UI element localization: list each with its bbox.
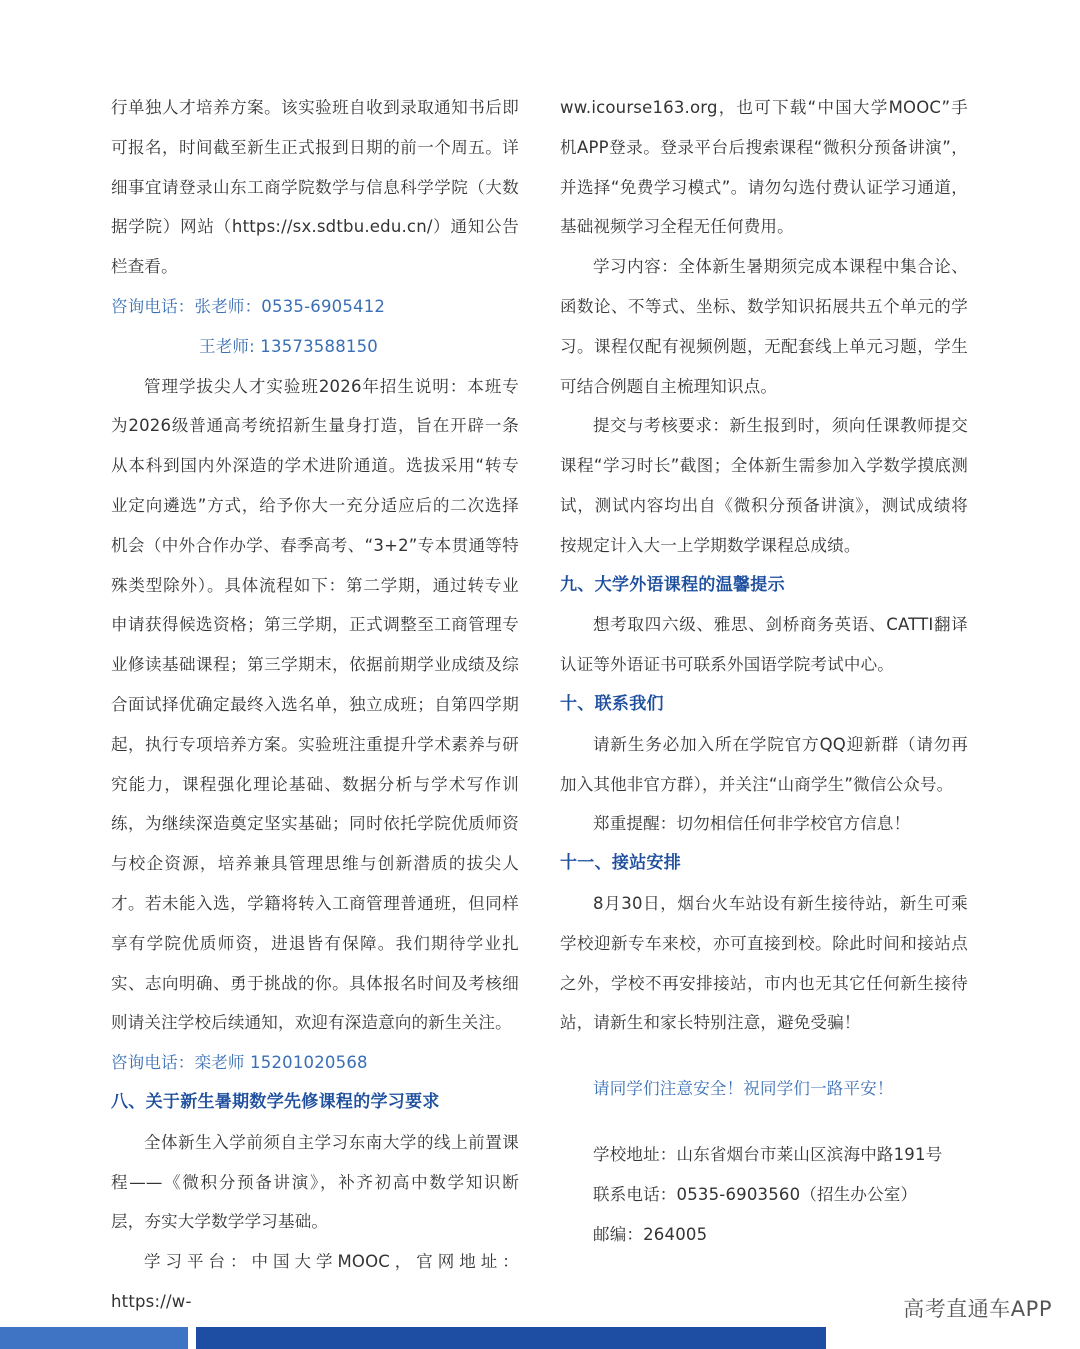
section-heading: 九、大学外语课程的温馨提示 bbox=[560, 574, 785, 595]
watermark-text: 高考直通车APP bbox=[903, 1297, 1052, 1321]
spacer bbox=[560, 1043, 968, 1069]
paragraph: 学校地址：山东省烟台市莱山区滨海中路191号 bbox=[593, 1144, 943, 1164]
contact-line: 王老师: 13573588150 bbox=[199, 336, 378, 356]
section-heading: 十一、接站安排 bbox=[560, 853, 682, 874]
paragraph: 想考取四六级、雅思、剑桥商务英语、CATTI翻译认证等外语证书可联系外国语学院考试中心。 bbox=[560, 615, 968, 675]
paragraph: 学习平台：中国大学MOOC，官网地址：https://w- bbox=[111, 1252, 519, 1311]
paragraph: 联系电话：0535-6903560（招生办公室） bbox=[593, 1184, 918, 1204]
footer-bar-left bbox=[0, 1327, 188, 1349]
paragraph: 邮编：264005 bbox=[593, 1224, 708, 1244]
right-column bbox=[560, 88, 968, 1254]
contact-line: 咨询电话：张老师：0535-6905412 bbox=[111, 296, 386, 316]
section-heading: 十、联系我们 bbox=[560, 693, 664, 714]
paragraph: 郑重提醒：切勿相信任何非学校官方信息！ bbox=[593, 814, 911, 834]
section-heading: 八、关于新生暑期数学先修课程的学习要求 bbox=[111, 1091, 440, 1112]
footer-bar-right bbox=[196, 1327, 826, 1349]
paragraph: 全体新生入学前须自主学习东南大学的线上前置课程——《微积分预备讲演》，补齐初高中数学知识断层，夯实大学数学学习基础。 bbox=[111, 1132, 519, 1232]
spacer bbox=[560, 1109, 968, 1135]
paragraph: 8月30日，烟台火车站设有新生接待站，新生可乘学校迎新专车来校，亦可直接到校。除此时间和接站点之外，学校不再安排接站，市内也无其它任何新生接待站，请新生和家长特别注意，避免受骗！ bbox=[560, 893, 968, 1033]
left-column bbox=[111, 88, 519, 1322]
contact-line: 咨询电话：栾老师 15201020568 bbox=[111, 1053, 368, 1073]
paragraph: 提交与考核要求：新生报到时，须向任课教师提交课程“学习时长”截图；全体新生需参加入学数学摸底测试，测试内容均出自《微积分预备讲演》，测试成绩将按规定计入大一上学期数学课程总成绩。 bbox=[560, 416, 968, 555]
contact-line: 请同学们注意安全！祝同学们一路平安！ bbox=[593, 1079, 894, 1099]
paragraph: 请新生务必加入所在学院官方QQ迎新群（请勿再加入其他非官方群），并关注“山商学生”微信公众号。 bbox=[560, 734, 968, 794]
paragraph: 行单独人才培养方案。该实验班自收到录取通知书后即可报名，时间截至新生正式报到日期的前一个周五。详细事宜请登录山东工商学院数学与信息科学学院（大数据学院）网站（https://sx.sdtbu.edu.cn/）通知公告栏查看。 bbox=[111, 98, 519, 277]
paragraph: 学习内容：全体新生暑期须完成本课程中集合论、函数论、不等式、坐标、数学知识拓展共五个单元的学习。课程仅配有视频例题，无配套线上单元习题，学生可结合例题自主梳理知识点。 bbox=[560, 257, 968, 396]
paragraph: 管理学拔尖人才实验班2026年招生说明：本班专为2026级普通高考统招新生量身打造，旨在开辟一条从本科到国内外深造的学术进阶通道。选拔采用“转专业定向遴选”方式，给予你大一充分适应后的二次选择机会（中外合作办学、春季高考、“3+2”专本贯通等特殊类型除外）。具体流程如下：第二学期，通过转专业申请获得候选资格；第三学期，正式调整至工商管理专业修读基础课程；第三学期末，依据前期学业成绩及综合面试择优确定最终入选名单，独立成班；自第四学期起，执行专项培养方案。实验班注重提升学术素养与研究能力，课程强化理论基础、数据分析与学术写作训练，为继续深造奠定坚实基础；同时依托学院优质师资与校企资源，培养兼具管理思维与创新潜质的拔尖人才。若未能入选，学籍将转入工商管理普通班，但同样享有学院优质师资，进退皆有保障。我们期待学业扎实、志向明确、勇于挑战的你。具体报名时间及考核细则请关注学校后续通知，欢迎有深造意向的新生关注。 bbox=[111, 376, 519, 1033]
paragraph: ww.icourse163.org，也可下载“中国大学MOOC”手机APP登录。登录平台后搜索课程“微积分预备讲演”，并选择“免费学习模式”。请勿勾选付费认证学习通道，基础视频学习全程无任何费用。 bbox=[560, 98, 968, 237]
